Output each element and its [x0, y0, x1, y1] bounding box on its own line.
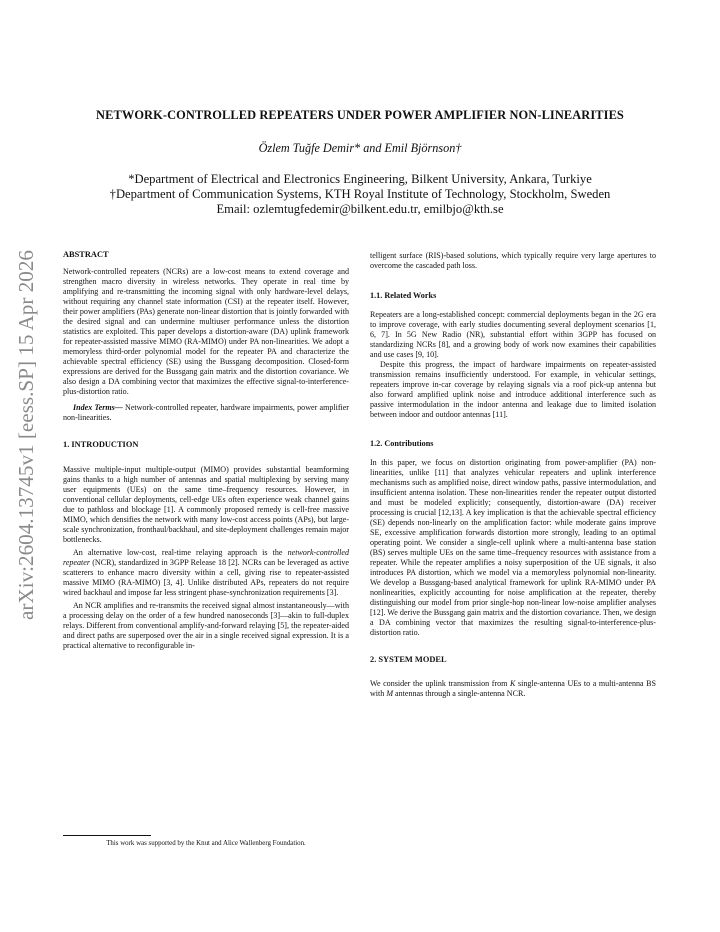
index-terms-label: Index Terms— [73, 403, 123, 412]
footnote-divider [63, 835, 151, 836]
contributions-paragraph: In this paper, we focus on distortion originating from power-amplifier (PA) non-linearities, unlike [11] that analyzes vehicular repeaters and uplink interference mechanisms such as amplified noise, direct window paths, passive intermodulation, and insufficient antenna isolation. These non-linearities render the repeater output distorted and must be modeled explicitly; consequently, distortion-aware (DA) receiver processing is crucial [12,13]. A key implication is that the achievable spectral efficiency (SE) depends non-linearly on the amplification factor: while moderate gains improve SE, excessive amplification forwards distortion more strongly, leading to an optimal operating point. We consider a single-cell uplink where a multi-antenna base station (BS) serves multiple UEs on the same time–frequency resources with assistance from a repeater. While the repeater amplifies a noisy superposition of the UE signals, it also introduces PA distortion, which we model via a memoryless polynomial non-linearity. We develop a Bussgang-based analytical framework for uplink RA-MIMO under PA nonlinearities, explicitly accounting for noise amplification at the repeater, thereby distinguishing our model from prior single-hop non-linear low-noise amplifier analyses [12]. We derive the Bussgang gain matrix and the distortion covariance. Then, we design a DA combining vector that maximizes the resulting signal-to-interference-plus-distortion ratio. [370, 458, 656, 637]
intro-continuation: telligent surface (RIS)-based solutions, which typically require very large apertures to overcome the cascaded path loss. [370, 251, 656, 270]
intro-paragraph-2 [63, 548, 349, 598]
intro-p2-start: An alternative low-cost, real-time relaying approach is the [73, 548, 288, 557]
symbol-k: K [510, 679, 516, 688]
system-model-paragraph [370, 679, 656, 699]
paper-authors: Özlem Tuğfe Demir* and Emil Björnson† [258, 141, 462, 155]
related-works-heading: 1.1. Related Works [370, 291, 437, 300]
paper-title: NETWORK-CONTROLLED REPEATERS UNDER POWER AMPLIFIER NON-LINEARITIES [96, 108, 624, 122]
intro-paragraph-3: An NCR amplifies and re-transmits the received signal almost instantaneously—with a processing delay on the order of a few hundred nanoseconds [3]—akin to full-duplex relays. Different from conventional amplify-and-forward relaying [5], the repeater-aided and direct paths are superposed over the air in a single received signal expression. It is a practical alternative to reconfigurable in- [63, 601, 349, 650]
email-line: Email: ozlemtugfedemir@bilkent.edu.tr, emilbjo@kth.se [216, 202, 504, 216]
arxiv-identifier [6, 250, 46, 620]
affiliation-2: †Department of Communication Systems, KTH Royal Institute of Technology, Stockholm, Sweden [109, 187, 611, 201]
affiliation-1: *Department of Electrical and Electronics Engineering, Bilkent University, Ankara, Turkiye [128, 172, 592, 186]
index-terms-text: Network-controlled repeater, hardware impairments, power amplifier non-linearities. [63, 403, 349, 422]
index-terms [63, 403, 349, 423]
related-works-paragraph-1: Repeaters are a long-established concept: commercial deployments began in the 2G era to improve coverage, with early studies documenting several deployment scenarios [1, 6, 7]. In 5G New Radio (NR), substantial effort within 3GPP has focused on standardizing NCRs [8], and a growing body of work now examines their capabilities and use cases [9, 10]. [370, 310, 656, 359]
abstract-text: Network-controlled repeaters (NCRs) are a low-cost means to extend coverage and strengthen macro diversity in wireless networks. They operate in real time by amplifying and re-transmitting the incoming signal with only hardware-level delays, without requiring any channel state information (CSI) at the repeater itself. However, their power amplifiers (PAs) generate non-linear distortion that is jointly forwarded with the desired signal and can undermine multiuser performance unless the distortion statistics are exploited. This paper develops a distortion-aware (DA) uplink framework for repeater-assisted massive MIMO (RA-MIMO) under PA non-linearities. We adopt a memoryless third-order polynomial model for the repeater PA and characterize the achievable spectral efficiency (SE) using the Bussgang decomposition. Closed-form expressions are derived for the Bussgang gain matrix and the distortion covariance. We also design a DA combining vector that maximizes the effective signal-to-interference-plus-distortion ratio. [63, 267, 349, 396]
funding-footnote: This work was supported by the Knut and Alice Wallenberg Foundation. [106, 840, 306, 847]
intro-p2-end: (NCR), standardized in 3GPP Release 18 [2]. NCRs can be leveraged as active scatterers to enhance macro diversity within a cell, giving rise to repeater-assisted massive MIMO (RA-MIMO) [3, 4]. Unlike distributed APs, repeaters do not require wired backhaul and impose far less stringent phase-synchronization requirements [3]. [63, 558, 349, 597]
contributions-heading: 1.2. Contributions [370, 439, 434, 448]
related-works-paragraph-2: Despite this progress, the impact of hardware impairments on repeater-assisted transmission remains insufficiently understood. For example, in vehicular settings, repeaters improve in-car coverage by relaying signals via a roof pick-up antenna but also forward amplified uplink noise and introduce additional interference such as passive intermodulation in the indoor antenna and leakage due to limited isolation between indoor and outdoor antennas [11]. [370, 360, 656, 419]
system-model-heading: 2. SYSTEM MODEL [370, 655, 447, 664]
symbol-m: M [386, 689, 394, 698]
intro-p2-emphasis: network-controlled repeater [63, 548, 349, 567]
intro-paragraph-1: Massive multiple-input multiple-output (MIMO) provides substantial beamforming gains thanks to a high number of antennas and spatial multiplexing by serving many user equipments (UEs) on the same time–frequency resources. However, in conventional cellular deployments, cell-edge UEs often experience weak channel gains due to pathloss and blockage [1]. A commonly proposed remedy is cell-free massive MIMO, which densifies the network with many low-cost access points (APs), but large-scale synchronization, fronthaul/backhaul, and site-deployment challenges remain major bottlenecks. [63, 465, 349, 544]
affiliations [60, 172, 660, 217]
abstract-heading: ABSTRACT [63, 250, 109, 259]
introduction-heading: 1. INTRODUCTION [63, 440, 139, 449]
arxiv-id-text: arXiv:2604.13745v1 [eess.SP] 15 Apr 2026 [14, 252, 38, 620]
left-column [63, 250, 349, 651]
system-text-1: We consider the uplink transmission from [370, 679, 510, 688]
system-text-2: single-antenna UEs to a multi-antenna BS with [370, 679, 657, 698]
right-column [370, 251, 656, 699]
system-text-3: antennas through a single-antenna NCR. [393, 689, 526, 698]
